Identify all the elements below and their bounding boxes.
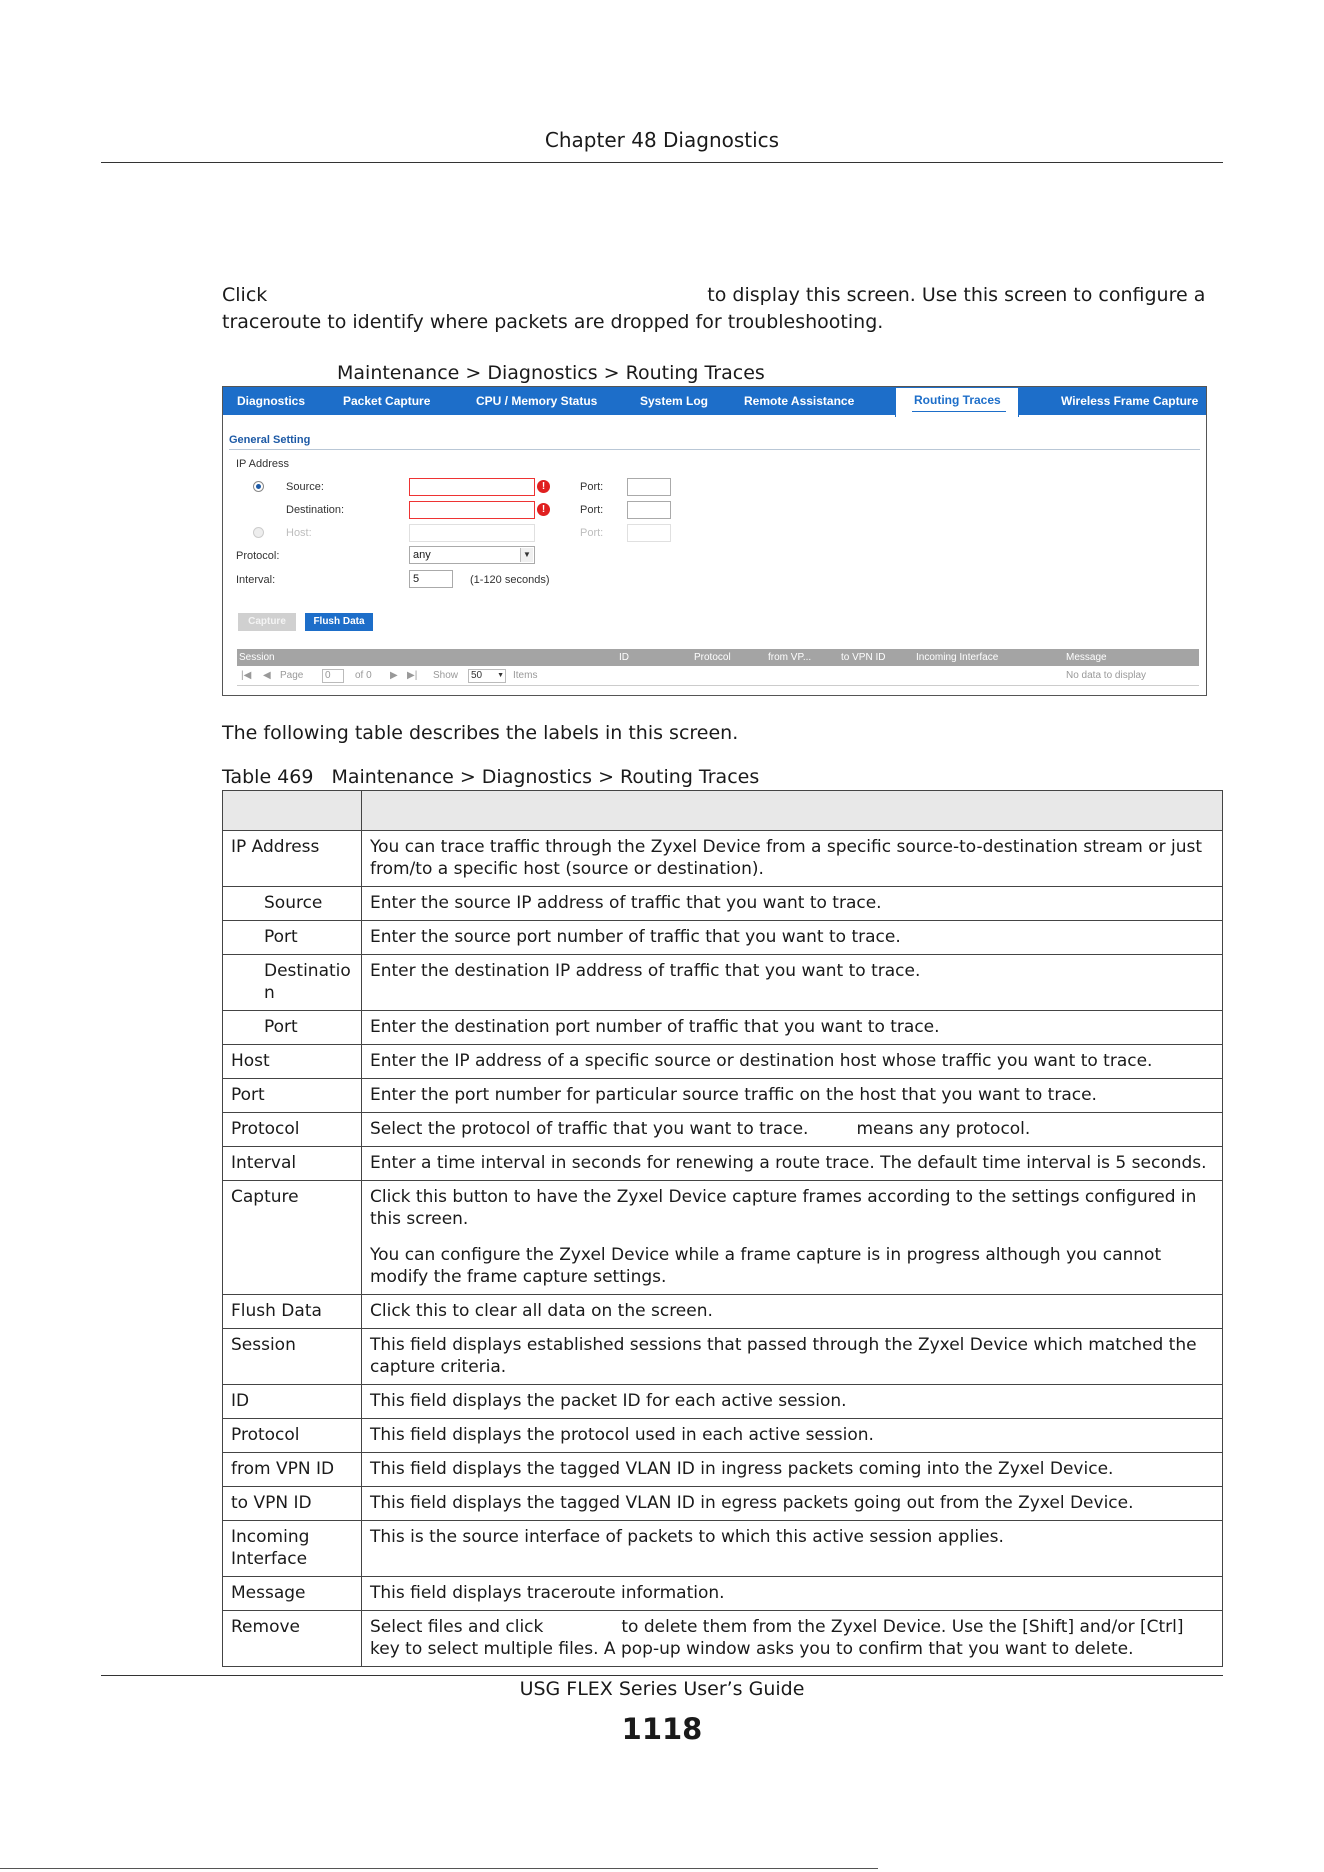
table-row — [223, 1079, 1223, 1113]
row-description: You can trace traffic through the Zyxel Device from a specific source-to-destination stream or just from/to a specific host (source or destination). — [362, 831, 1223, 887]
row-description: Click this to clear all data on the screen. — [362, 1295, 1223, 1329]
row-description — [362, 1113, 1223, 1147]
tab-cpu-memory-status[interactable]: CPU / Memory Status — [476, 394, 598, 408]
header-description-cell — [362, 791, 1223, 831]
table-row — [223, 1181, 1223, 1295]
row-description: Enter a time interval in seconds for renewing a route trace. The default time interval is 5 seconds. — [362, 1147, 1223, 1181]
next-page-icon[interactable]: ▶ — [390, 670, 398, 681]
tab-remote-assistance[interactable]: Remote Assistance — [744, 394, 855, 408]
labels-table — [222, 790, 1223, 1667]
remove-desc-b: to delete them from the Zyxel Device. Use the [Shift] and/or [Ctrl] key to select multiple files. A pop-up window asks you to confirm that you want to delete. — [370, 1617, 1184, 1659]
table-row — [223, 1611, 1223, 1667]
tab-system-log[interactable]: System Log — [640, 394, 709, 408]
row-description: This field displays the packet ID for each active session. — [362, 1385, 1223, 1419]
items-label: Items — [513, 670, 538, 681]
routing-traces-screenshot — [222, 386, 1207, 696]
col-from-vpn-id[interactable]: from VP... — [768, 652, 812, 663]
header-rule — [101, 162, 1223, 163]
table-row — [223, 1329, 1223, 1385]
row-description: This is the source interface of packets to which this active session applies. — [362, 1521, 1223, 1577]
table-intro-text: The following table describes the labels in this screen. — [222, 722, 739, 744]
interval-input[interactable]: 5 — [409, 570, 453, 588]
figure-caption: Maintenance > Diagnostics > Routing Traces — [337, 362, 765, 384]
col-incoming-interface[interactable]: Incoming Interface — [916, 652, 999, 663]
row-description: This field displays traceroute information. — [362, 1577, 1223, 1611]
table-row — [223, 1011, 1223, 1045]
pager — [237, 666, 1199, 686]
chapter-header: Chapter 48 Diagnostics — [544, 128, 780, 152]
row-label: Incoming Interface — [223, 1521, 362, 1577]
host-label: Host: — [286, 527, 312, 539]
row-label: Interval — [223, 1147, 362, 1181]
row-description: Enter the destination port number of traffic that you want to trace. — [362, 1011, 1223, 1045]
capture-desc-1: Click this button to have the Zyxel Device capture frames according to the settings configured in this screen. — [370, 1187, 1197, 1229]
table-row — [223, 1045, 1223, 1079]
row-label: to VPN ID — [223, 1487, 362, 1521]
protocol-value: any — [413, 549, 431, 561]
table-row — [223, 887, 1223, 921]
tab-diagnostics[interactable]: Diagnostics — [237, 394, 306, 408]
destination-port-label: Port: — [580, 504, 604, 516]
row-description: This field displays established sessions that passed through the Zyxel Device which matched the capture criteria. — [362, 1329, 1223, 1385]
host-port-label: Port: — [580, 527, 604, 539]
active-tab-underline — [912, 411, 1006, 412]
footer-rule — [101, 1675, 1223, 1676]
host-radio[interactable] — [253, 527, 264, 538]
capture-button[interactable]: Capture — [238, 613, 296, 631]
protocol-desc-b: means any protocol. — [856, 1119, 1031, 1139]
table-number: Table 469 — [222, 766, 314, 788]
row-description: Enter the destination IP address of traffic that you want to trace. — [362, 955, 1223, 1011]
row-description — [362, 1611, 1223, 1667]
table-row — [223, 1147, 1223, 1181]
table-row — [223, 1577, 1223, 1611]
first-page-icon[interactable]: |◀ — [241, 670, 252, 681]
row-label: Protocol — [223, 1419, 362, 1453]
row-label: IP Address — [223, 831, 362, 887]
interval-hint: (1-120 seconds) — [470, 574, 550, 586]
page-label: Page — [280, 670, 304, 681]
table-caption — [222, 766, 759, 788]
show-label: Show — [433, 670, 459, 681]
prev-page-icon[interactable]: ◀ — [263, 670, 271, 681]
tab-bar — [223, 387, 1206, 415]
page-number-input[interactable]: 0 — [322, 669, 344, 683]
table-row — [223, 1295, 1223, 1329]
host-input[interactable] — [409, 524, 535, 542]
intro-paragraph — [222, 282, 1212, 336]
intro-line2: traceroute to identify where packets are dropped for troubleshooting. — [222, 311, 884, 333]
protocol-desc-a: Select the protocol of traffic that you want to trace. — [370, 1119, 809, 1139]
row-label: Protocol — [223, 1113, 362, 1147]
tab-wireless-frame-capture[interactable]: Wireless Frame Capture — [1061, 394, 1199, 408]
table-row — [223, 1385, 1223, 1419]
chevron-down-icon: ▼ — [497, 672, 504, 679]
header-label-cell — [223, 791, 362, 831]
table-row — [223, 1419, 1223, 1453]
row-label: Port — [223, 1079, 362, 1113]
row-description: Enter the source port number of traffic that you want to trace. — [362, 921, 1223, 955]
row-label: Capture — [223, 1181, 362, 1295]
destination-input[interactable] — [409, 501, 535, 519]
row-description: This field displays the tagged VLAN ID in ingress packets coming into the Zyxel Device. — [362, 1453, 1223, 1487]
table-row — [223, 1487, 1223, 1521]
page-size-select[interactable] — [468, 669, 506, 683]
row-description: This field displays the tagged VLAN ID in egress packets going out from the Zyxel Device. — [362, 1487, 1223, 1521]
destination-port-input[interactable] — [627, 501, 671, 519]
footer-title: USG FLEX Series User’s Guide — [519, 1678, 805, 1700]
row-label: from VPN ID — [223, 1453, 362, 1487]
source-label: Source: — [286, 481, 324, 493]
intro-part1: Click — [222, 284, 268, 306]
source-port-input[interactable] — [627, 478, 671, 496]
destination-label: Destination: — [286, 504, 345, 516]
table-title: Maintenance > Diagnostics > Routing Traces — [331, 766, 760, 788]
error-icon: ! — [537, 503, 550, 516]
source-port-label: Port: — [580, 481, 604, 493]
row-label: Remove — [223, 1611, 362, 1667]
source-input[interactable] — [409, 478, 535, 496]
table-header-row — [223, 791, 1223, 831]
chevron-down-icon: ▼ — [520, 548, 533, 562]
row-description: Enter the port number for particular source traffic on the host that you want to trace. — [362, 1079, 1223, 1113]
sessions-grid-header — [237, 649, 1199, 666]
row-description — [362, 1181, 1223, 1295]
tab-packet-capture[interactable]: Packet Capture — [343, 394, 431, 408]
section-rule — [229, 449, 1200, 450]
host-port-input[interactable] — [627, 524, 671, 542]
row-label: Message — [223, 1577, 362, 1611]
capture-desc-2: You can configure the Zyxel Device while a frame capture is in progress although you cannot modify the frame capture settings. — [370, 1245, 1162, 1287]
error-icon: ! — [537, 480, 550, 493]
row-label: Port — [223, 921, 362, 955]
col-message[interactable]: Message — [1066, 652, 1107, 663]
ip-address-label: IP Address — [236, 458, 289, 470]
table-row — [223, 1521, 1223, 1577]
table-row — [223, 1113, 1223, 1147]
protocol-label: Protocol: — [236, 550, 280, 562]
table-row — [223, 921, 1223, 955]
no-data-text: No data to display — [1066, 670, 1147, 681]
row-label: Port — [223, 1011, 362, 1045]
table-row — [223, 831, 1223, 887]
source-destination-radio[interactable] — [253, 481, 264, 492]
table-row — [223, 1453, 1223, 1487]
row-description: Enter the source IP address of traffic that you want to trace. — [362, 887, 1223, 921]
remove-desc-a: Select files and click — [370, 1617, 544, 1637]
col-id[interactable]: ID — [619, 652, 629, 663]
tab-routing-traces[interactable] — [895, 387, 1019, 417]
row-label: Source — [223, 887, 362, 921]
row-description: This field displays the protocol used in each active session. — [362, 1419, 1223, 1453]
flush-data-button[interactable]: Flush Data — [305, 613, 373, 631]
page-number: 1118 — [621, 1712, 703, 1746]
row-description: Enter the IP address of a specific source or destination host whose traffic you want to trace. — [362, 1045, 1223, 1079]
bottom-rule — [0, 1868, 878, 1869]
row-label: ID — [223, 1385, 362, 1419]
row-label: Flush Data — [223, 1295, 362, 1329]
interval-label: Interval: — [236, 574, 276, 586]
row-label: Destinatio n — [223, 955, 362, 1011]
row-label: Host — [223, 1045, 362, 1079]
tab-routing-traces-label: Routing Traces — [914, 393, 1001, 407]
col-to-vpn-id[interactable]: to VPN ID — [841, 652, 886, 663]
col-protocol[interactable]: Protocol — [694, 652, 731, 663]
intro-part2: to display this screen. Use this screen to configure a — [707, 284, 1206, 306]
protocol-select[interactable] — [409, 546, 535, 564]
table-row — [223, 955, 1223, 1011]
row-label: Session — [223, 1329, 362, 1385]
page-total: of 0 — [355, 670, 372, 681]
page-size-value: 50 — [471, 670, 483, 681]
last-page-icon[interactable]: ▶| — [407, 670, 418, 681]
col-session[interactable]: Session — [239, 652, 275, 663]
section-title: General Setting — [229, 434, 311, 446]
